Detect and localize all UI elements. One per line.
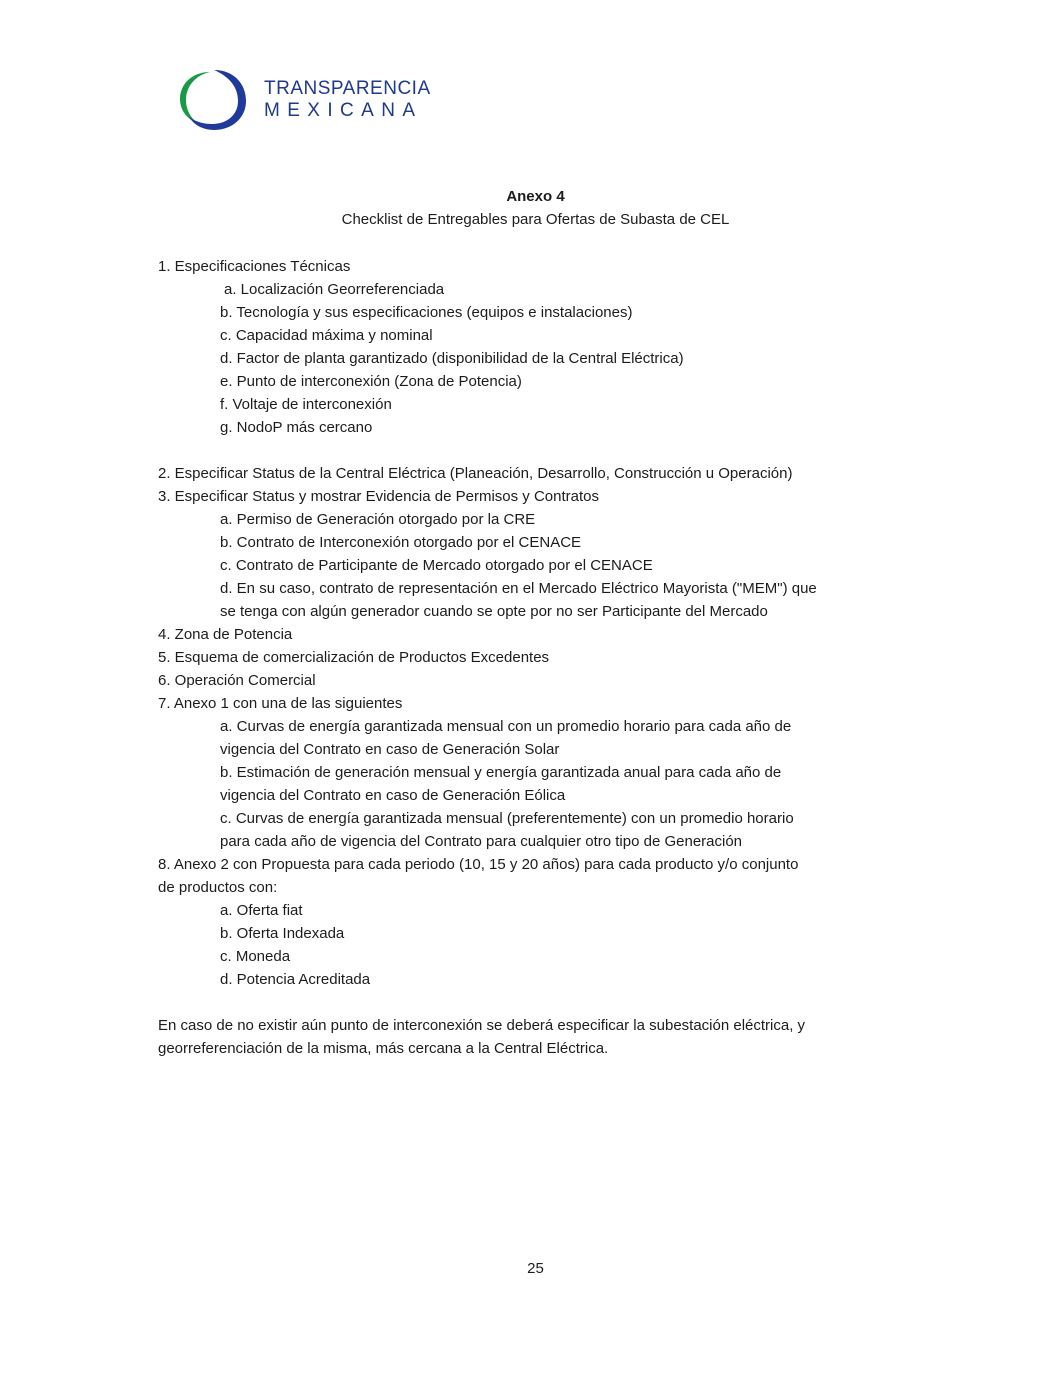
checklist-subitem-1d: d. Factor de planta garantizado (disponibilidad de la Central Eléctrica): [220, 350, 684, 367]
page-number: 25: [527, 1260, 544, 1277]
checklist-item-8: 8. Anexo 2 con Propuesta para cada periodo (10, 15 y 20 años) para cada producto y/o conjunto: [158, 856, 799, 873]
closing-note-line-2: georreferenciación de la misma, más cercana a la Central Eléctrica.: [158, 1040, 609, 1057]
checklist-item-6: 6. Operación Comercial: [158, 672, 316, 689]
checklist-item-2: 2. Especificar Status de la Central Eléctrica (Planeación, Desarrollo, Construcción u Operación): [158, 465, 793, 482]
checklist-item-3: 3. Especificar Status y mostrar Evidencia de Permisos y Contratos: [158, 488, 600, 505]
checklist-subitem-1g: g. NodoP más cercano: [220, 419, 373, 436]
checklist-subitem-1c: c. Capacidad máxima y nominal: [220, 327, 433, 344]
checklist-subitem-3c: c. Contrato de Participante de Mercado otorgado por el CENACE: [220, 557, 653, 574]
checklist-item-5: 5. Esquema de comercialización de Productos Excedentes: [158, 649, 550, 666]
transparencia-mexicana-logo: [176, 66, 431, 134]
checklist-subitem-1b: b. Tecnología y sus especificaciones (equipos e instalaciones): [220, 304, 633, 321]
checklist-subitem-7b-cont: vigencia del Contrato en caso de Generación Eólica: [220, 787, 566, 804]
checklist-subitem-3b: b. Contrato de Interconexión otorgado por el CENACE: [220, 534, 582, 551]
checklist-subitem-7c-cont: para cada año de vigencia del Contrato para cualquier otro tipo de Generación: [220, 833, 743, 850]
checklist-subitem-1e: e. Punto de interconexión (Zona de Potencia): [220, 373, 522, 390]
checklist-item-4: 4. Zona de Potencia: [158, 626, 293, 643]
checklist-subitem-8b: b. Oferta Indexada: [220, 925, 345, 942]
checklist-subitem-7b: b. Estimación de generación mensual y energía garantizada anual para cada año de: [220, 764, 782, 781]
checklist-subitem-8a: a. Oferta fiat: [220, 902, 303, 919]
checklist-subitem-3d: d. En su caso, contrato de representación en el Mercado Eléctrico Mayorista ("MEM") que: [220, 580, 817, 597]
checklist-subitem-7c: c. Curvas de energía garantizada mensual (preferentemente) con un promedio horario: [220, 810, 794, 827]
annex-title: Anexo 4: [506, 188, 565, 205]
checklist-subitem-3a: a. Permiso de Generación otorgado por la CRE: [220, 511, 536, 528]
logo-ring-icon: [176, 66, 248, 134]
logo-line-2: MEXICANA: [264, 100, 423, 121]
logo-wordmark: [264, 78, 431, 122]
checklist-subitem-8d: d. Potencia Acreditada: [220, 971, 371, 988]
annex-subtitle: Checklist de Entregables para Ofertas de Subasta de CEL: [341, 211, 730, 228]
checklist-subitem-7a-cont: vigencia del Contrato en caso de Generación Solar: [220, 741, 560, 758]
checklist-subitem-1f: f. Voltaje de interconexión: [220, 396, 392, 413]
checklist-subitem-3d-cont: se tenga con algún generador cuando se opte por no ser Participante del Mercado: [220, 603, 768, 620]
checklist-item-1: 1. Especificaciones Técnicas: [158, 258, 351, 275]
checklist-subitem-7a: a. Curvas de energía garantizada mensual con un promedio horario para cada año de: [220, 718, 792, 735]
checklist-item-8-cont: de productos con:: [158, 879, 278, 896]
closing-note-line-1: En caso de no existir aún punto de interconexión se deberá especificar la subestación eléctrica, y: [158, 1017, 806, 1034]
logo-line-1: TRANSPARENCIA: [264, 78, 431, 99]
checklist-subitem-8c: c. Moneda: [220, 948, 291, 965]
checklist-item-7: 7. Anexo 1 con una de las siguientes: [158, 695, 403, 712]
checklist-subitem-1a: a. Localización Georreferenciada: [224, 281, 445, 298]
